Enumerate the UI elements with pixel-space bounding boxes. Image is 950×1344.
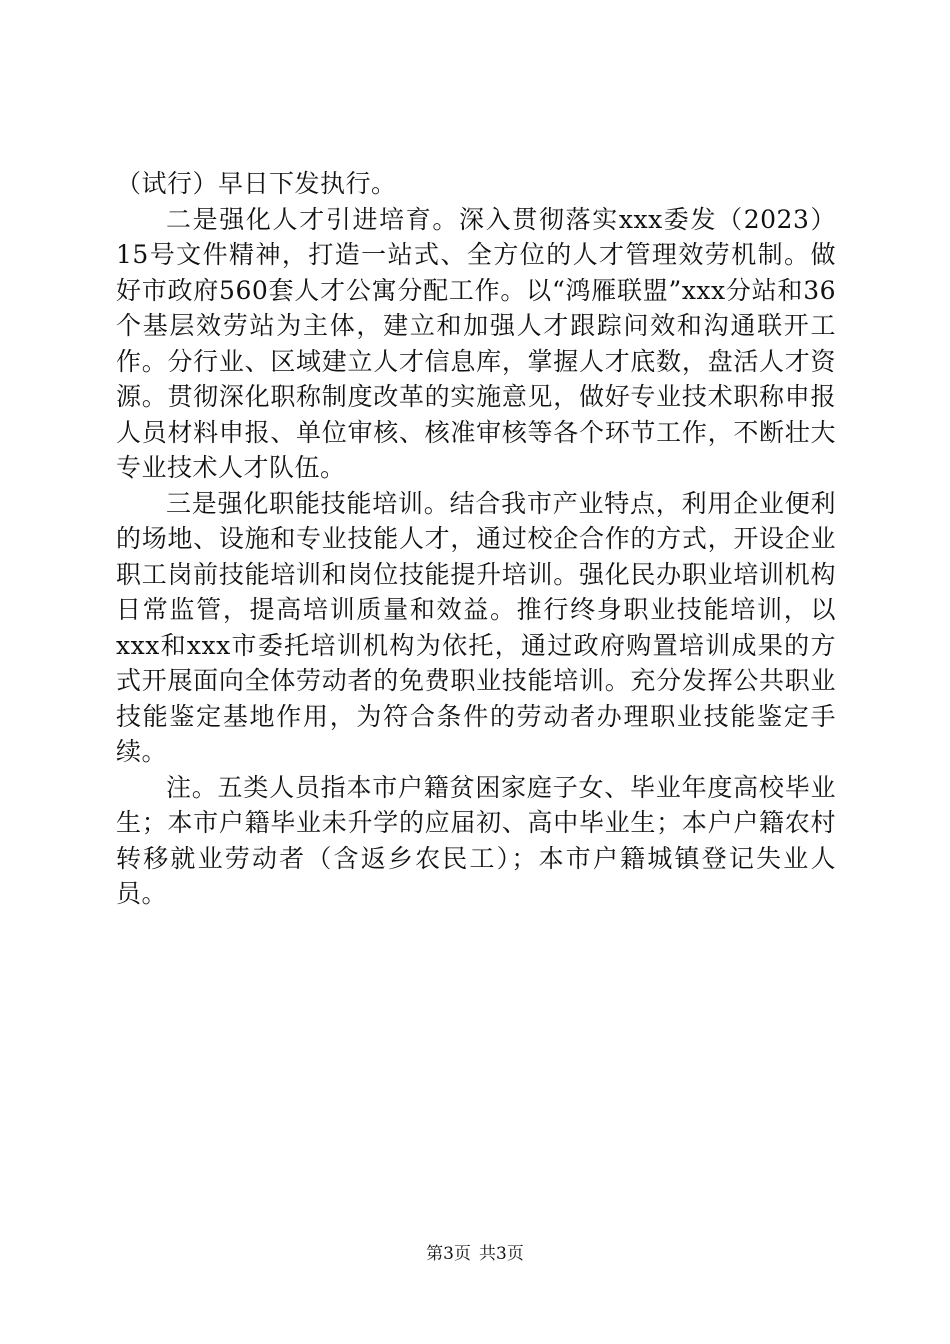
page-footer [0,1243,950,1265]
paragraph-skills-training: 三是强化职能技能培训。结合我市产业特点，利用企业便利的场地、设施和专业技能人才，通过校企合作的方式，开设企业职工岗前技能培训和岗位技能提升培训。强化民办职业培训机构日常监管，提高培训质量和效益。推行终身职业技能培训，以xxx和xxx市委托培训机构为依托，通过政府购置培训成果的方式开展面向全体劳动者的免费职业技能培训。充分发挥公共职业技能鉴定基地作用，为符合条件的劳动者办理职业技能鉴定手续。 [116,488,836,766]
paragraph-talent-introduction: 二是强化人才引进培育。深入贯彻落实xxx委发（2023）15号文件精神，打造一站式、全方位的人才管理效劳机制。做好市政府560套人才公寓分配工作。以“鸿雁联盟”xxx分站和36个基层效劳站为主体，建立和加强人才跟踪问效和沟通联开工作。分行业、区域建立人才信息库，掌握人才底数，盘活人才资源。贯彻深化职称制度改革的实施意见，做好专业技术职称申报人员材料申报、单位审核、核准审核等各个环节工作，不断壮大专业技术人才队伍。 [116,204,836,482]
paragraph-note: 注。五类人员指本市户籍贫困家庭子女、毕业年度高校毕业生；本市户籍毕业未升学的应届初、高中毕业生；本户户籍农村转移就业劳动者（含返乡农民工）；本市户籍城镇登记失业人员。 [116,772,836,908]
page-number-current: 第3页 [426,1244,471,1264]
document-body [116,166,836,912]
paragraph-continuation: （试行）早日下发执行。 [116,169,397,198]
page-number-total: 共3页 [479,1244,524,1264]
